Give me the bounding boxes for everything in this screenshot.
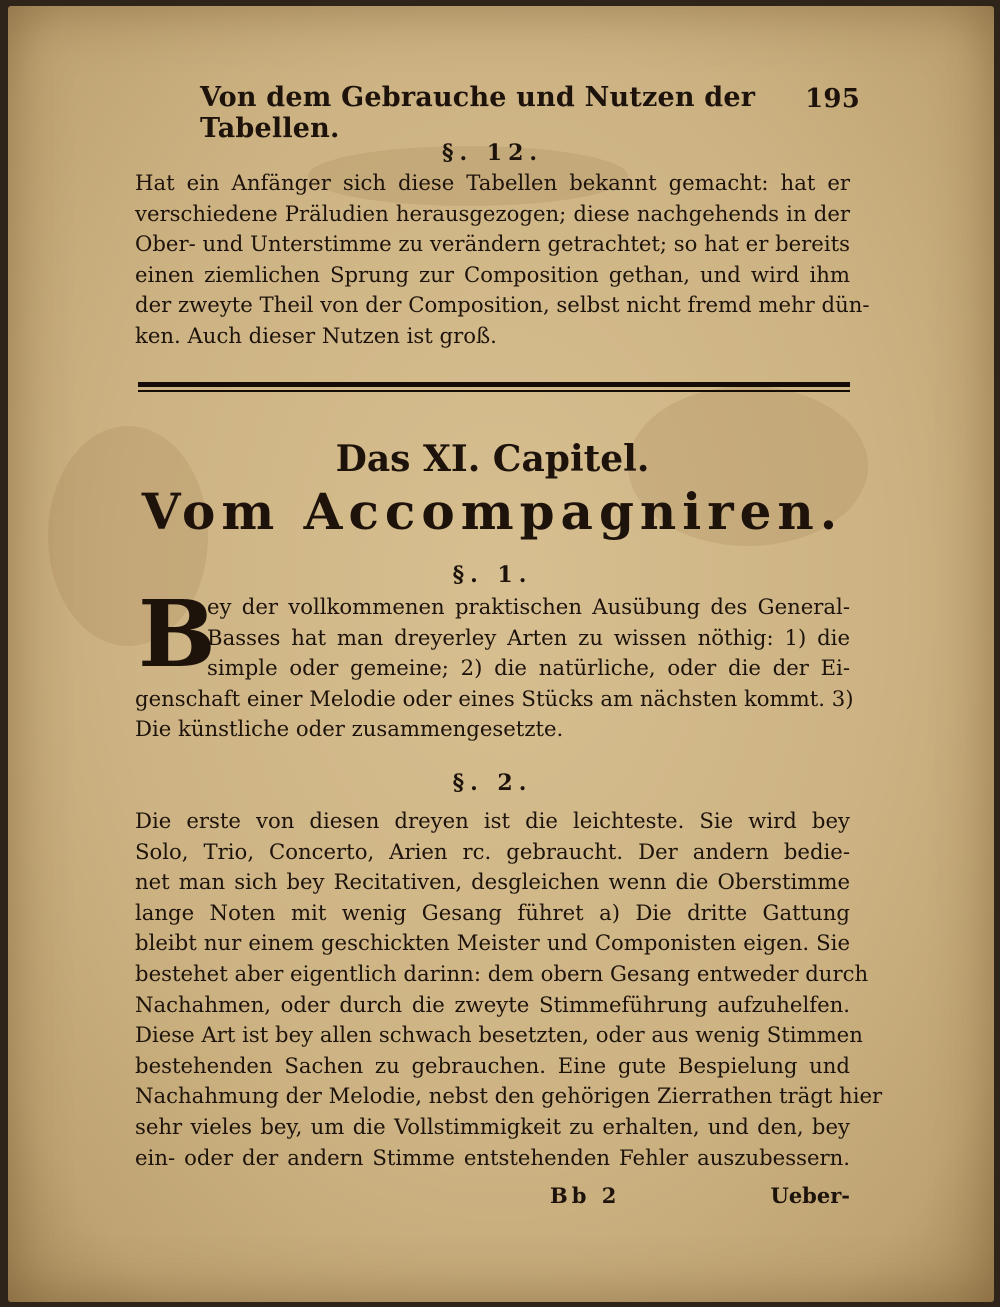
text-line: bleibt nur einem geschickten Meister und Componisten eigen. Sie: [135, 930, 850, 956]
section-2-label: §. 2.: [452, 770, 533, 796]
text-line: sehr vieles bey, um die Vollstimmigkeit zu erhalten, und den, bey: [135, 1113, 850, 1139]
text-line: einen ziemlichen Sprung zur Composition gethan, und wird ihm: [135, 261, 850, 287]
section-1-paragraph: [135, 592, 854, 745]
text-line: Basses hat man dreyerley Arten zu wissen nöthig: 1) die: [207, 624, 850, 650]
text-line: Die künstliche oder zusammengesetzte.: [135, 716, 564, 742]
text-line: ey der vollkommenen praktischen Ausübung des General-: [207, 594, 850, 619]
text-line: Hat ein Anfänger sich diese Tabellen bekannt gemacht: hat er: [135, 170, 850, 195]
section-12-paragraph: [135, 168, 870, 352]
text-line: Solo, Trio, Concerto, Arien rc. gebraucht. Der andern bedie-: [135, 838, 850, 864]
chapter-divider-thin: [138, 390, 850, 392]
text-line: simple oder gemeine; 2) die natürliche, oder die der Ei-: [207, 655, 850, 681]
text-line: Nachahmen, oder durch die zweyte Stimmeführung aufzuhelfen.: [135, 991, 850, 1017]
chapter-title: Das XI. Capitel.: [335, 438, 650, 480]
page-header: [200, 82, 860, 144]
text-line: Diese Art ist bey allen schwach besetzten, oder aus wenig Stimmen: [135, 1022, 863, 1048]
text-line: verschiedene Präludien herausgezogen; diese nachgehends in der: [135, 200, 850, 226]
drop-cap: B: [138, 580, 216, 688]
section-2-paragraph: [135, 806, 883, 1173]
text-line: Die erste von diesen dreyen ist die leichteste. Sie wird bey: [135, 808, 850, 833]
section-12-label: §. 12.: [441, 140, 544, 166]
page-footer: [135, 1183, 850, 1213]
text-line: der zweyte Theil von der Composition, selbst nicht fremd mehr dün-: [135, 292, 870, 318]
text-line: ken. Auch dieser Nutzen ist groß.: [135, 322, 497, 348]
text-line: bestehenden Sachen zu gebrauchen. Eine gute Bespielung und: [135, 1052, 850, 1078]
text-line: lange Noten mit wenig Gesang führet a) Die dritte Gattung: [135, 899, 850, 925]
text-line: bestehet aber eigentlich darinn: dem obern Gesang entweder durch: [135, 960, 869, 986]
section-1-label: §. 1.: [452, 562, 533, 588]
text-line: Ober- und Unterstimme zu verändern getrachtet; so hat er bereits: [135, 231, 851, 257]
chapter-subtitle: Vom Accompagniren.: [141, 482, 844, 541]
running-title: Von dem Gebrauche und Nutzen der Tabellen.: [200, 82, 756, 144]
signature-mark: Bb 2: [550, 1183, 621, 1208]
page-number: 195: [805, 84, 860, 114]
text-line: Nachahmung der Melodie, nebst den gehörigen Zierrathen trägt hier: [135, 1083, 883, 1109]
text-line: net man sich bey Recitativen, desgleichen wenn die Oberstimme: [135, 869, 850, 895]
chapter-divider-thick: [138, 382, 850, 387]
catchword: Ueber-: [770, 1183, 850, 1208]
text-line: genschaft einer Melodie oder eines Stücks am nächsten kommt. 3): [135, 685, 854, 711]
text-line: ein- oder der andern Stimme entstehenden Fehler auszubessern.: [135, 1144, 850, 1170]
